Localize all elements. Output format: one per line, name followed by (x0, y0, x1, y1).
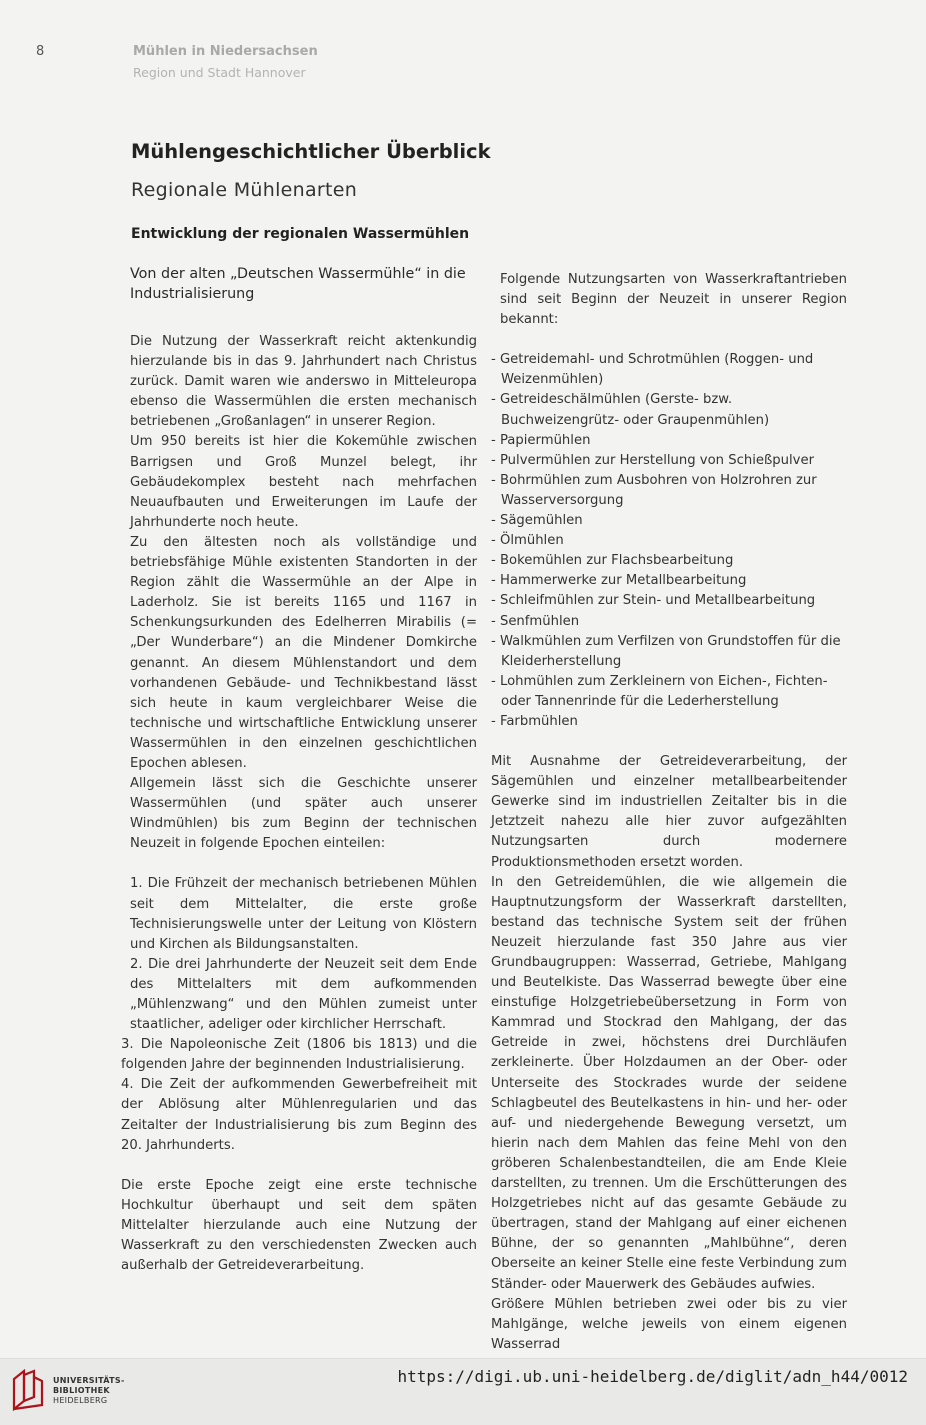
left-column (121, 264, 477, 1276)
lead-heading: Von der alten „Deutschen Wassermühle“ in die Industrialisierung (130, 266, 466, 302)
uses-list (491, 350, 847, 732)
paragraph: Größere Mühlen betrieben zwei oder bis zu vier Mahlgänge, welche jeweils von einem eigenen Wasserrad (491, 1296, 847, 1352)
library-name: UNIVERSITÄTS- BIBLIOTHEK HEIDELBERG (53, 1376, 125, 1405)
list-item: - Papiermühlen (491, 432, 591, 448)
running-title: Mühlen in Niedersachsen (133, 44, 318, 59)
list-item: - Schleifmühlen zur Stein- und Metallbearbeitung (491, 593, 816, 609)
epoch-item: 2. Die drei Jahrhunderte der Neuzeit seit dem Ende des Mittelalters mit dem aufkommenden „Mühlenzwang“ und den Mühlen zumeist unter staatlicher, adeliger oder kirchlicher Herrschaft. (130, 956, 477, 1033)
list-item: - Senfmühlen (491, 613, 580, 629)
section-title: Regionale Mühlenarten (131, 179, 358, 201)
paragraph: Allgemein lässt sich die Geschichte unserer Wassermühlen (und später auch unserer Windmühlen) bis zum Beginn der technischen Neuzeit in folgende Epochen einteilen: (130, 776, 477, 852)
epoch-item: 1. Die Frühzeit der mechanisch betriebenen Mühlen seit dem Mittelalter, die erste große Technisierungswelle unter der Leitung von Klöstern und Kirchen als Bildungsanstalten. (130, 876, 477, 952)
paragraph: Die erste Epoche zeigt eine erste technische Hochkultur überhaupt und seit dem späten Mittelalter hierzulande auch eine Nutzung der Wasserkraft zu den verschiedensten Zwecken auch außerhalb der Getreideverarbeitung. (121, 1177, 477, 1274)
list-item: - Hammerwerke zur Metallbearbeitung (491, 573, 747, 589)
epoch-item: 4. Die Zeit der aufkommenden Gewerbefreiheit mit der Ablösung alter Mühlenregularien und das Zeitalter der Industrialisierung bis zum Beginn des 20. Jahrhunderts. (121, 1077, 477, 1153)
paragraph: In den Getreidemühlen, die wie allgemein die Hauptnutzungsform der Wasserkraft darstellten, bestand das technische System seit der frühen Neuzeit hierzulande fast 350 Jahre aus vier Grundbaugruppen: Wasserrad, Getriebe, Mahlgang und Beutelkiste. Das Wasserrad bewegte über eine einstufige Holzgetriebeübersetzung in Form von Kammrad und Stockrad den Mahlgang, der das Getreide in zwei, höchstens drei Durchläufen zerkleinerte. Über Holzdaumen an der Ober- oder Unterseite des Stockrades wurde der seidene Schlagbeutel des Beutelkastens in hin- und her- oder auf- und niedergehende Bewegung versetzt, um hierin nach dem Mahlen das feine Mehl von den gröberen Schalenbestandteilen, die am Ende Kleie darstellten, zu trennen. Um die Erschütterungen des Holzgetriebes nicht auf das gesamte Gebäude zu übertragen, stand der Mahlgang auf einer eichenen Bühne, der so genannten „Mahlbühne“, deren Oberseite an keiner Stelle eine feste Verbindung zum Ständer- oder Mauerwerk des Gebäudes aufwies. (491, 874, 847, 1292)
source-url-link[interactable]: https://digi.ub.uni-heidelberg.de/diglit/adn_h44/0012 (397, 1367, 908, 1386)
list-item: - Walkmühlen zum Verfilzen von Grundstoffen für die Kleiderherstellung (491, 633, 841, 669)
list-item: - Bokemühlen zur Flachsbearbeitung (491, 553, 734, 569)
list-item: - Pulvermühlen zur Herstellung von Schießpulver (491, 452, 815, 468)
running-subtitle: Region und Stadt Hannover (133, 65, 306, 80)
page-number: 8 (36, 44, 45, 59)
paragraph: Folgende Nutzungsarten von Wasserkraftantrieben sind seit Beginn der Neuzeit in unserer Region bekannt: (500, 272, 847, 328)
paragraph: Um 950 bereits ist hier die Kokemühle zwischen Barrigsen und Groß Munzel belegt, ihr Gebäudekomplex besteht nach mehrfachen Neuaufbauten und Erweiterungen im Laufe der Jahrhunderte noch heute. (130, 434, 477, 530)
list-item: - Getreidemahl- und Schrotmühlen (Roggen- und Weizenmühlen) (491, 352, 814, 388)
epoch-item: 3. Die Napoleonische Zeit (1806 bis 1813) und die folgenden Jahre der beginnenden Industrialisierung. (121, 1037, 477, 1073)
paragraph: Mit Ausnahme der Getreideverarbeitung, der Sägemühlen und einzelner metallbearbeitender Gewerke sind im industriellen Zeitalter bis in die Jetztzeit nahezu alle hier zuvor aufgezählten Nutzungsarten durch modernere Produktionsmethoden ersetzt worden. (491, 754, 847, 870)
right-column (491, 270, 847, 1355)
list-item: - Getreideschälmühlen (Gerste- bzw. Buchweizengrütz- oder Graupenmühlen) (491, 392, 770, 428)
list-item: - Bohrmühlen zum Ausbohren von Holzrohren zur Wasserversorgung (491, 472, 817, 508)
paragraph: Die Nutzung der Wasserkraft reicht aktenkundig hierzulande bis in das 9. Jahrhundert nach Christus zurück. Damit waren wie anderswo in Mitteleuropa ebenso die Wassermühlen die ersten mechanisch betriebenen „Großanlagen“ in unserer Region. (130, 334, 477, 430)
viewer-footer (0, 1358, 926, 1425)
subsection-title: Entwicklung der regionalen Wassermühlen (131, 226, 470, 242)
list-item: - Ölmühlen (491, 533, 564, 549)
list-item: - Lohmühlen zum Zerkleinern von Eichen-, Fichten- oder Tannenrinde für die Lederherstellung (491, 673, 828, 709)
paragraph: Zu den ältesten noch als vollständige und betriebsfähige Mühle existenten Standorten in der Region zählt die Wassermühle an der Alpe in Laderholz. Sie ist bereits 1165 und 1167 in Schenkungsurkunden des Edelherren Mirabilis (= „Der Wunderbare“) an die Mindener Domkirche genannt. An diesem Mühlenstandort und dem vorhandenen Gebäude- und Technikbestand lässt sich heute in kaum vergleichbarer Weise die technische und wirtschaftliche Entwicklung unserer Wassermühlen in den einzelnen geschichtlichen Epochen ablesen. (130, 534, 477, 771)
list-item: - Sägemühlen (491, 513, 583, 529)
list-item: - Farbmühlen (491, 713, 578, 729)
library-logo-icon (10, 1369, 46, 1413)
chapter-title: Mühlengeschichtlicher Überblick (131, 140, 491, 163)
